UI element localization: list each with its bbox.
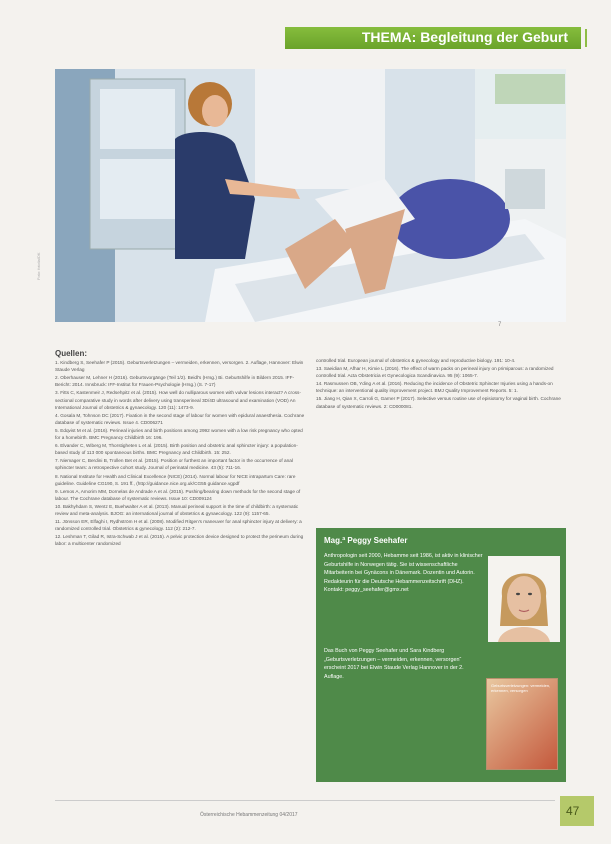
page-header: [0, 27, 611, 49]
sources-column-right: [316, 357, 566, 411]
photo-credit: Foto: fotolia/DK: [36, 252, 41, 280]
source-ref: 13. Saeidian M, Afhar H, Kimie L (2016). The effect of warm packs on perineal injury on primiparous: a randomized controlled trial. Acta Obstetricia et Gynecologica Scandinavica. 95 (9): 1065-7.: [316, 366, 554, 379]
footer-divider: [55, 800, 555, 801]
author-portrait: [488, 556, 560, 642]
author-bio-text: [324, 552, 484, 595]
source-ref: 1. Kindberg S, Seehafer P (2015). Geburtsverletzungen – vermeiden, erkennen, versorgen. 2. Auflage, Hannover: Elwin Staude Verlag: [55, 360, 304, 373]
source-ref: 6. Elvander C, Wiberg M, Thorstigheten L et al. (2015). Birth position and obstetric anal sphincter injury: a population-based study of 113 000 spontaneous births. BMC Pregnancy and Childbirth. 15: 252.: [55, 443, 298, 456]
author-name: Mag.ª Peggy Seehafer: [324, 536, 408, 545]
page-number: 47: [566, 804, 580, 818]
source-ref: 5. Edqvist M et al. (2016). Perineal injuries and birth positions among 2992 women with a low risk pregnancy who opted for a homebirth. BMC Pregnancy Childbirth 16: 196.: [55, 427, 303, 441]
source-ref: 2. Oberhauser M, Lehner H (2016). Geburtsvorgänge (Teil 1/2). Beidl's (Hrsg.) Bi. Geburtshilfe in Bildern 2015. IFF-Bericht: 2014. Innsbruck: IFF-Institut für Frauen-Psychologie (Hrsg.) (S. 7-17): [55, 375, 295, 388]
footer-text: Österreichische Hebammenzeitung 04/2017: [200, 812, 298, 818]
book-title: Geburtsverletzungen: vermeiden, erkennen, versorgen: [491, 683, 551, 693]
source-ref: 10. Bakhyhdam S, Wentz E, Buehwalter A et al. (2013). Manual perineal support in the time of childbirth: a systematic review and meta-analysis. BJOG: an international journal of obstetrics & gynaecology. 122 (9): 1157-65.: [55, 503, 299, 516]
birth-scene-photo: [55, 69, 566, 322]
source-ref: controlled trial. European journal of obstetrics & gynecology and reproductive biology. 191: 10-4.: [316, 358, 516, 363]
source-ref: 3. Fitts C, Kastenmeir J, Redsehpitz et al. (2015). How well do nulliparous women with vulvar lesions interact? A cross-sectional comparative study in words after delivery using transperineal 3D/4D ultrasound and examination (VOD) An International Journal of obstetrics & gynaecology. 120 (11): 1473-9.: [55, 390, 301, 410]
source-ref: 14. Rasmussen OB, Yding A et al. (2016). Reducing the incidence of Obstetric Sphincter Injuries using a hands-on technique: an interventional quality improvement project. BMJ Quality Improvement Reports. 5: 1.: [316, 381, 553, 394]
sources-column-left: [55, 350, 305, 548]
source-ref: 12. Leshman T, Gilad R, Istra-Schwab J et al. (2015). A pelvic protection device designed to protect the perineum during labor: a multicenter randomized: [55, 534, 304, 547]
author-bio-paragraph: Anthropologin seit 2000, Hebamme seit 1986, ist aktiv in klinischer Geburtshilfe in Norwegen tätig. Sie ist wissenschaftliche Mitarbeiterin bei Gynäcons in Dänemark. Dozentin und Autorin. Redakteurin für die Deutsche Hebammenzeitschrift (DHZ).: [324, 553, 483, 585]
sources-title: Quellen:: [55, 349, 88, 358]
source-ref: 9. Lemos A, Amorim MM, Dornelas de Andrade A et al. (2015). Pushing/bearing down methods for the second stage of labour. The Cochrane database of systematic reviews. Issue 10: CD009124: [55, 488, 301, 501]
source-ref: 7. Niemager C, Berdini B, Trollen Bet et al. (2015). Position or furthest an important factor in the occurrence of anal sphincter tears: a retrospective cohort study. Journal of perinatal medicine. 43 (5): 711-16.: [55, 458, 293, 471]
photo-tag: 7: [498, 322, 502, 328]
source-ref: 11. Jönsson ER, Elfaghi I, Rydhström H et al. (2008). Modified Ritgen's maneuver for anal sphincter injury at delivery: a randomized controlled trial. Obstetrics & gynecology. 112 (2): 212-7.: [55, 519, 302, 532]
author-contact: Kontakt: peggy_seehafer@gmx.net: [324, 587, 409, 594]
book-cover: [486, 678, 558, 770]
author-bio-box: [316, 528, 566, 782]
source-ref: 4. Gosala M, Tohnson DC (2017). Fixation in the second stage of labour for women with epidural anaesthesia. Cochrane database of systematic reviews. Issue 4. CD006271: [55, 412, 305, 425]
header-title: THEMA: Begleitung der Geburt: [361, 29, 568, 45]
header-separator: [585, 29, 587, 47]
source-ref: 8. National Institute for Health and Clinical Excellence (NICE) (2014). Normal labour for NICE intrapartum Care: rare guideline. Guideline CG190, S. 191 ff., (http://guidance.nice.org.uk/CG55 guidance.vgpdf: [55, 473, 296, 486]
source-ref: 15. Jiang H, Qian X, Carroli G, Garner P (2017). Selective versus routine use of episiotomy for vaginal birth. Cochrane database of systematic reviews. 2: CD000081.: [316, 396, 561, 409]
book-note: Das Buch von Peggy Seehafer und Sara Kindberg „Geburtsverletzungen – vermeiden, erkennen, versorgen“ erscheint 2017 bei Elwin Staude Verlag Hannover in der 2. Auflage.: [324, 648, 464, 680]
